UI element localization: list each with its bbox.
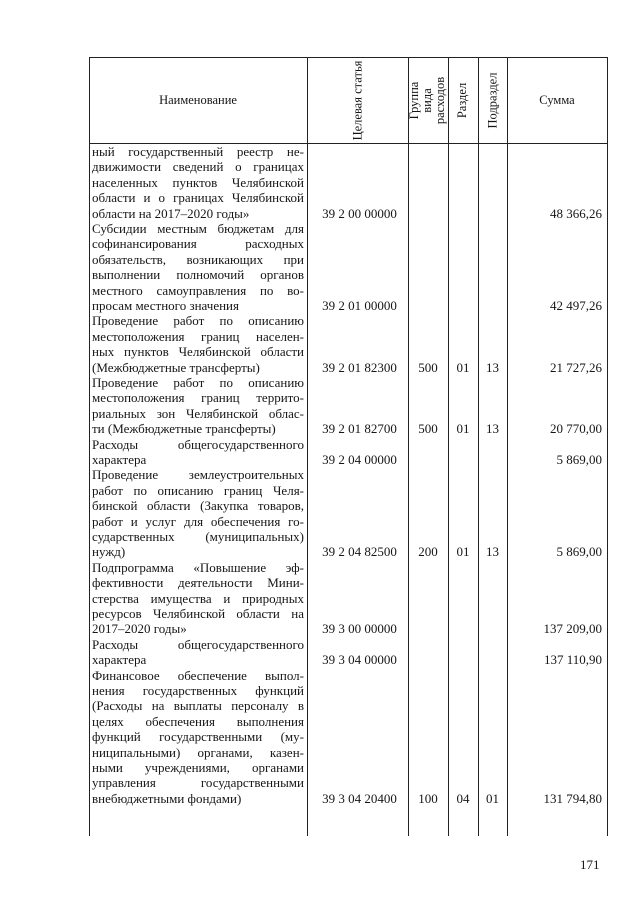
row-name-line: ных пунктов Челябинской области (92, 344, 304, 360)
row-name-line: Финансовое обеспечение выпол- (92, 667, 304, 683)
row-name-line: Проведение работ по описанию (92, 313, 304, 329)
row-name-line: характера (92, 652, 147, 668)
row-sum: 5 869,00 (556, 451, 602, 467)
row-name-line: местоположения границ населен- (92, 328, 304, 344)
table-row (89, 637, 608, 668)
row-name-line: софинансирования расходных (92, 236, 304, 252)
row-group: 500 (418, 359, 438, 375)
table-row (89, 467, 608, 559)
table-row (89, 560, 608, 637)
row-target-code: 39 2 01 00000 (322, 297, 397, 313)
row-name-line: ти (Межбюджетные трансферты) (92, 421, 276, 437)
row-name-line: выполнении полномочий органов (92, 267, 304, 283)
row-sum: 137 110,90 (543, 652, 602, 668)
row-name-line: Подпрограмма «Повышение эф- (92, 559, 304, 575)
row-name-line: управления государственными (92, 775, 304, 791)
row-group: 100 (418, 790, 438, 806)
row-subsection: 13 (486, 421, 499, 437)
row-name (92, 637, 304, 668)
row-target-code: 39 3 00 00000 (322, 621, 397, 637)
row-subsection: 13 (486, 359, 499, 375)
header-sum-text: Сумма (539, 93, 575, 107)
header-group-text: Группа вида расходов (407, 76, 448, 125)
row-name-line: местоположения границ террито- (92, 390, 304, 406)
row-name-line: 2017–2020 годы» (92, 621, 187, 637)
row-name-line: целях обеспечения выполнения (92, 713, 304, 729)
row-name-line: Расходы общегосударственного (92, 636, 304, 652)
row-sum: 5 869,00 (556, 544, 602, 560)
row-target-code: 39 2 04 82500 (322, 544, 397, 560)
row-name-line: стерства имущества и природных (92, 590, 304, 606)
row-name-line: характера (92, 452, 147, 467)
header-target-text: Целевая статья (350, 60, 364, 141)
table-row (89, 668, 608, 807)
row-name (92, 437, 304, 468)
row-name-line: функций государственными (му- (92, 729, 304, 745)
row-name-line: нения государственных функций (92, 683, 304, 698)
header-section (448, 57, 478, 144)
row-name (92, 375, 304, 437)
row-name-line: бинской области (Закупка товаров, (92, 498, 304, 514)
row-name-line: (Межбюджетные трансферты) (92, 359, 260, 375)
row-name-line: внебюджетными фондами) (92, 790, 242, 806)
row-name-line: Проведение работ по описанию (92, 375, 304, 390)
row-name-line: нужд) (92, 544, 126, 560)
row-name-line: Субсидии местным бюджетам для (92, 221, 304, 236)
row-name-line: ный государственный реестр не- (92, 144, 304, 159)
row-sum: 131 794,80 (543, 790, 602, 806)
row-target-code: 39 3 04 20400 (322, 790, 397, 806)
row-section: 01 (456, 421, 470, 437)
row-name-line: просам местного значения (92, 298, 239, 314)
row-name-line: населенных пунктов Челябинской (92, 174, 304, 190)
row-name-line: работ и услуг для обеспечения го- (92, 513, 304, 529)
row-name-line: ниципальными) органами, казен- (92, 744, 304, 760)
row-name-line: ными учреждениями, органами (92, 760, 304, 776)
row-sum: 42 497,26 (550, 297, 602, 313)
row-name-line: сударственных (муниципальных) (92, 529, 304, 545)
row-section: 01 (456, 544, 470, 560)
row-name-line: риальных зон Челябинской облас- (92, 405, 304, 421)
row-name-line: Расходы общегосударственного (92, 436, 304, 452)
row-name-line: (Расходы на выплаты персоналу в (92, 698, 304, 714)
budget-table (89, 57, 608, 836)
row-group: 500 (418, 421, 438, 437)
row-target-code: 39 2 01 82700 (322, 421, 397, 437)
row-name-line: обязательств, возникающих при (92, 251, 304, 267)
table-row (89, 144, 608, 221)
row-target-code: 39 2 01 82300 (322, 359, 397, 375)
header-name (89, 57, 307, 144)
row-name (92, 221, 304, 313)
row-subsection: 01 (486, 790, 499, 806)
row-name-line: фективности деятельности Мини- (92, 575, 304, 591)
row-name-line: области на 2017–2020 годы» (92, 205, 250, 221)
row-sum: 21 727,26 (550, 359, 602, 375)
row-target-code: 39 3 04 00000 (322, 652, 397, 668)
table-row (89, 313, 608, 375)
row-name-line: работ по описанию границ Челя- (92, 482, 304, 498)
row-name-line: Проведение землеустроительных (92, 467, 304, 483)
row-section: 04 (456, 790, 470, 806)
row-name (92, 144, 304, 221)
row-name-line: ресурсов Челябинской области на (92, 606, 304, 622)
header-subsection-text: Подраздел (485, 72, 499, 129)
row-group: 200 (418, 544, 438, 560)
header-subsection (478, 57, 507, 144)
row-subsection: 13 (486, 544, 499, 560)
row-name-line: местного самоуправления по во- (92, 282, 304, 298)
row-name-line: движимости сведений о границах (92, 159, 304, 175)
row-sum: 20 770,00 (550, 421, 602, 437)
header-target (307, 57, 408, 144)
row-section: 01 (456, 359, 470, 375)
table-row (89, 221, 608, 313)
row-sum: 48 366,26 (550, 205, 602, 221)
row-target-code: 39 2 04 00000 (322, 451, 397, 467)
row-name-line: области и о границах Челябинской (92, 190, 304, 206)
header-sum (507, 57, 607, 144)
table-row (89, 437, 608, 468)
header-group (408, 57, 448, 144)
page-number: 171 (580, 857, 600, 872)
row-name (92, 467, 304, 559)
row-name (92, 313, 304, 375)
header-name-text: Наименование (159, 93, 237, 107)
row-name (92, 560, 304, 637)
row-sum: 137 209,00 (543, 621, 602, 637)
row-name (92, 668, 304, 807)
row-target-code: 39 2 00 00000 (322, 205, 397, 221)
table-row (89, 375, 608, 437)
header-section-text: Раздел (455, 82, 470, 119)
